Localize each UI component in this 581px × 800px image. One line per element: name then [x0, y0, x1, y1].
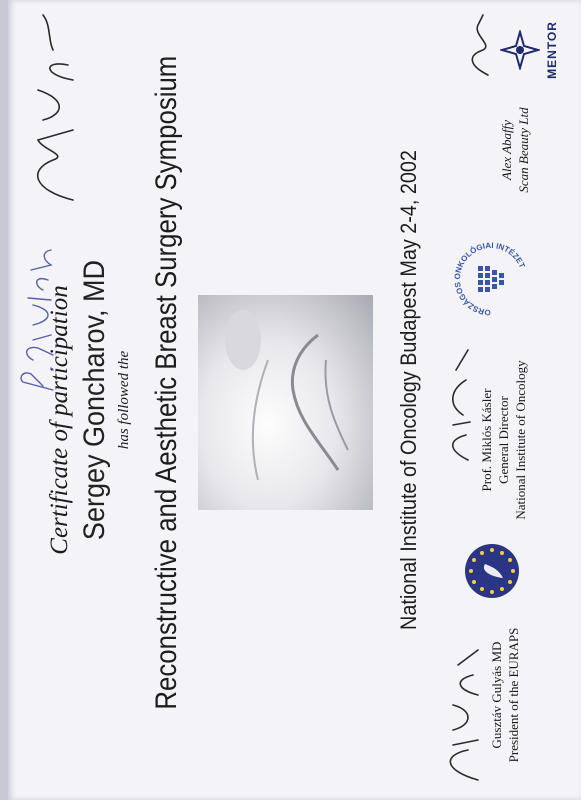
certificate-page — [8, 0, 581, 800]
mentor-logo — [500, 5, 559, 95]
signatory-name: Gusztáv Gulyás MD — [489, 641, 504, 749]
mentor-label: MENTOR — [545, 21, 559, 79]
onko-logo-text: ORSZÁGOS ONKOLÓGIAI INTÉZET — [452, 240, 527, 318]
onko-grid — [478, 266, 504, 292]
followed-text: has followed the — [116, 350, 132, 450]
euraps-logo — [463, 542, 521, 600]
certificate-content — [8, 0, 581, 800]
signatory-abaffy — [498, 90, 532, 210]
kasler-scribble — [463, 10, 493, 80]
kasler-signature — [438, 340, 478, 470]
hand-illustration — [198, 295, 373, 510]
signatory-name: Prof. Miklós Kásler — [479, 388, 494, 492]
signatory-title: Scan Beauty Ltd — [516, 107, 531, 193]
gulyas-signature — [433, 630, 493, 790]
signatory-title: President of the EURAPS — [506, 627, 521, 763]
signatory-org: National Institute of Oncology — [513, 360, 528, 520]
signatory-title: General Director — [496, 396, 511, 484]
event-title: Reconstructive and Aesthetic Breast Surgery Symposium — [150, 55, 183, 710]
participant-name: Sergey Goncharov, MD — [78, 259, 111, 541]
venue-date: National Institute of Oncology Budapest May 2-4, 2002 — [396, 150, 421, 630]
signatory-kasler — [478, 350, 529, 530]
signatory-name: Alex Abaffy — [499, 119, 514, 181]
hand-photo — [198, 295, 373, 510]
onko-logo — [450, 238, 532, 320]
abaffy-signature — [13, 0, 93, 210]
blue-signature — [13, 200, 73, 400]
mentor-compass-icon — [500, 30, 540, 70]
certificate-label: Certificate of participation — [46, 285, 73, 555]
signatory-gulyas — [488, 610, 522, 780]
